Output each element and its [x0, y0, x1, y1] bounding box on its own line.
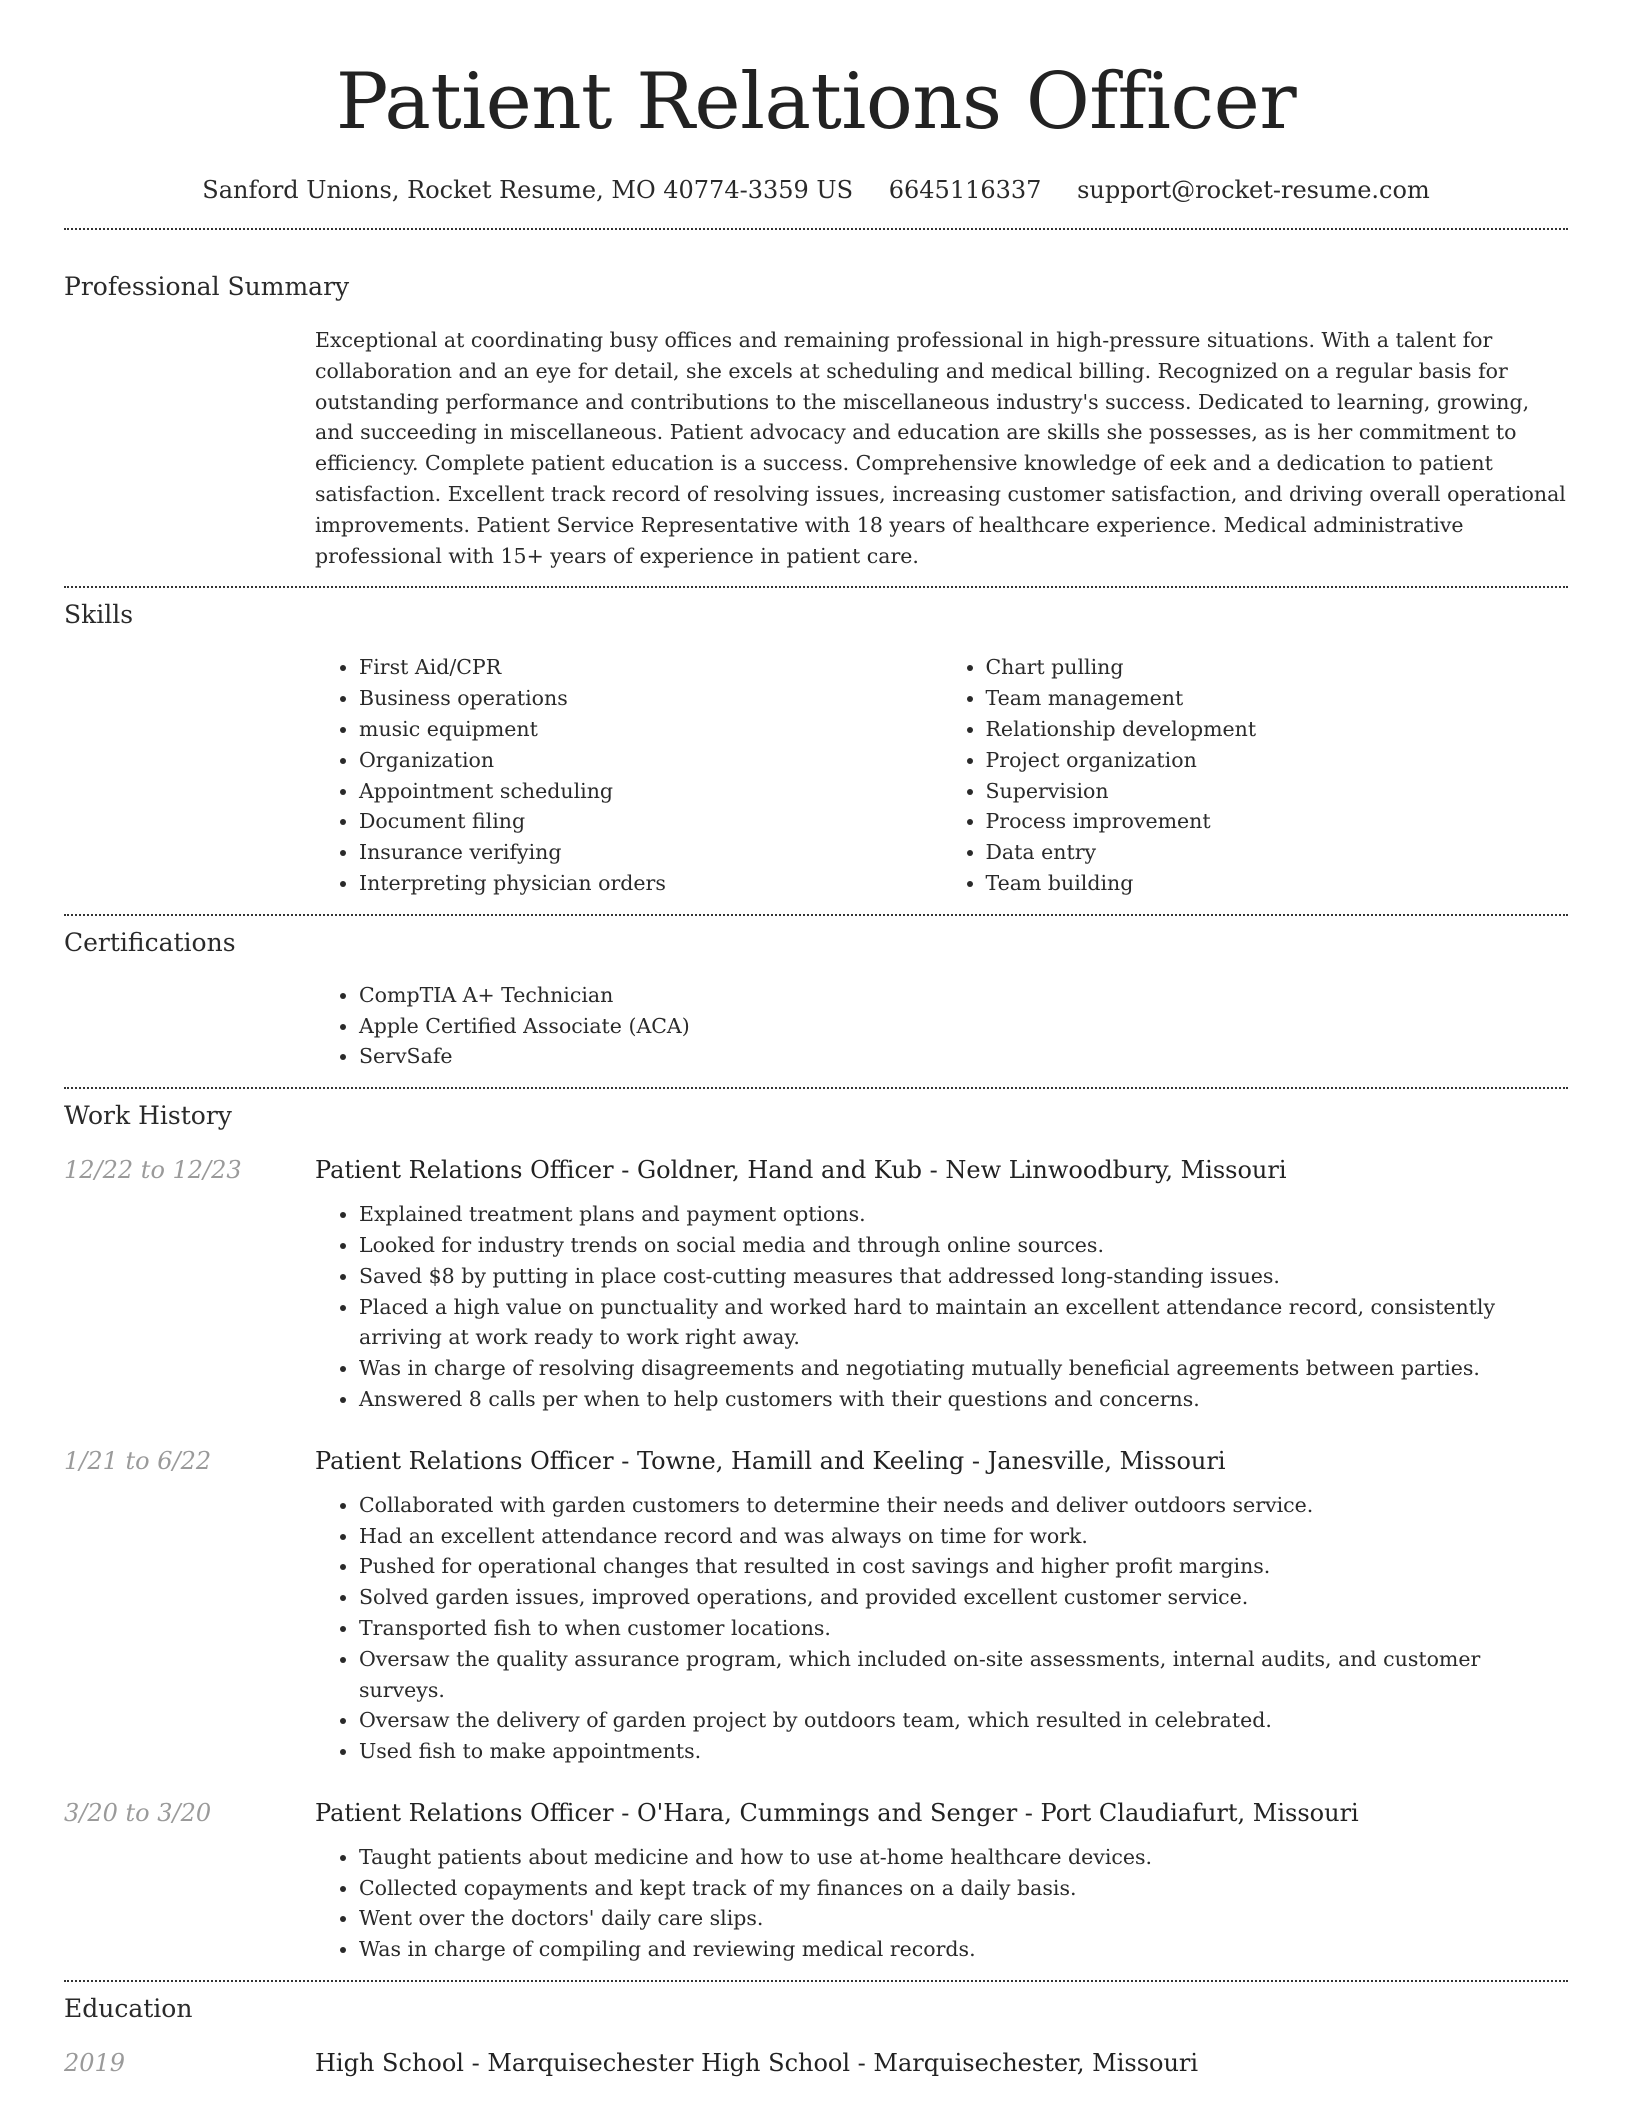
job-content	[315, 1444, 1568, 1767]
skill-item: • Organization	[359, 745, 942, 776]
resume-page	[64, 0, 1568, 2092]
job-content	[315, 1153, 1568, 1415]
job-bullets	[315, 1490, 1568, 1767]
skills-grid	[315, 652, 1568, 898]
job-bullet: • Used fish to make appointments.	[359, 1736, 1568, 1767]
job-bullets	[315, 1842, 1568, 1965]
skill-item: • Supervision	[986, 776, 1569, 807]
contact-email: support@rocket-resume.com	[1077, 176, 1430, 204]
job-entry	[64, 1796, 1568, 1965]
skill-item: • Relationship development	[986, 714, 1569, 745]
job-bullet: • Saved $8 by putting in place cost-cutting measures that addressed long-standing issues.	[359, 1261, 1568, 1292]
skill-item: • Project organization	[986, 745, 1569, 776]
skills-list-left	[315, 652, 942, 898]
job-heading: Patient Relations Officer - Towne, Hamill and Keeling - Janesville, Missouri	[315, 1446, 1226, 1475]
job-bullet: • Placed a high value on punctuality and worked hard to maintain an excellent attendance record, consistently arriving at work ready to work right away.	[359, 1292, 1568, 1354]
certification-item: • Apple Certified Associate (ACA)	[359, 1011, 1568, 1042]
section-title-education: Education	[64, 1994, 193, 2024]
job-bullet: • Had an excellent attendance record and was always on time for work.	[359, 1521, 1568, 1552]
job-bullet: • Went over the doctors' daily care slips.	[359, 1903, 1568, 1934]
job-date: 1/21 to 6/22	[64, 1446, 212, 1475]
job-bullet: • Collected copayments and kept track of my finances on a daily basis.	[359, 1873, 1568, 1904]
summary-content	[315, 325, 1568, 571]
job-heading: Patient Relations Officer - O'Hara, Cummings and Senger - Port Claudiafurt, Missouri	[315, 1798, 1359, 1827]
job-bullet: • Looked for industry trends on social media and through online sources.	[359, 1230, 1568, 1261]
skill-item: • Business operations	[359, 683, 942, 714]
section-divider	[64, 586, 1568, 588]
job-content	[315, 1796, 1568, 1965]
section-divider	[64, 914, 1568, 916]
skills-list-right	[942, 652, 1569, 898]
skill-item: • Insurance verifying	[359, 837, 942, 868]
skill-item: • Data entry	[986, 837, 1569, 868]
skill-item: • First Aid/CPR	[359, 652, 942, 683]
job-entry	[64, 1444, 1568, 1767]
education-content	[315, 2046, 1568, 2080]
job-bullet: • Was in charge of compiling and reviewing medical records.	[359, 1934, 1568, 1965]
job-bullet: • Was in charge of resolving disagreements and negotiating mutually beneficial agreements between parties.	[359, 1353, 1568, 1384]
job-date: 12/22 to 12/23	[64, 1156, 242, 1185]
skill-item: • Document filing	[359, 806, 942, 837]
job-bullet: • Collaborated with garden customers to determine their needs and deliver outdoors service.	[359, 1490, 1568, 1521]
job-entry	[64, 1153, 1568, 1415]
job-bullet: • Pushed for operational changes that resulted in cost savings and higher profit margins.	[359, 1551, 1568, 1582]
section-title-summary: Professional Summary	[64, 272, 350, 301]
skill-item: • Appointment scheduling	[359, 776, 942, 807]
skill-item: • Team management	[986, 683, 1569, 714]
work-history-section	[64, 1099, 1568, 1965]
job-bullets	[315, 1199, 1568, 1415]
skill-item: • Interpreting physician orders	[359, 868, 942, 899]
job-bullet: • Taught patients about medicine and how to use at-home healthcare devices.	[359, 1842, 1568, 1873]
skill-item: • Process improvement	[986, 806, 1569, 837]
certifications-content	[315, 980, 1568, 1072]
job-bullet: • Oversaw the delivery of garden project by outdoors team, which resulted in celebrated.	[359, 1705, 1568, 1736]
certifications-list	[315, 980, 1568, 1072]
education-heading: High School - Marquisechester High School - Marquisechester, Missouri	[315, 2049, 1199, 2078]
skill-item: • music equipment	[359, 714, 942, 745]
skill-item: • Team building	[986, 868, 1569, 899]
skills-section	[64, 598, 1568, 898]
certification-item: • CompTIA A+ Technician	[359, 980, 1568, 1011]
education-entry	[64, 2046, 1568, 2080]
contact-phone: 6645116337	[888, 176, 1042, 204]
summary-text: Exceptional at coordinating busy offices and remaining professional in high-pressure situations. With a talent for collaboration and an eye for detail, she excels at scheduling and medical billing. Recognized on a regular basis for outstanding performance and contributions to the miscellaneous industry's success. Dedicated to learning, growing, and succeeding in miscellaneous. Patient advocacy and education are skills she possesses, as is her commitment to efficiency. Complete patient education is a success. Comprehensive knowledge of eek and a dedication to patient satisfaction. Excellent track record of resolving issues, increasing customer satisfaction, and driving overall operational improvements. Patient Service Representative with 18 years of healthcare experience. Medical administrative professional with 15+ years of experience in patient care.	[315, 328, 1566, 568]
section-title-skills: Skills	[64, 600, 134, 630]
job-bullet: • Explained treatment plans and payment options.	[359, 1199, 1568, 1230]
job-bullet: • Oversaw the quality assurance program, which included on-site assessments, internal audits, and customer surveys.	[359, 1644, 1568, 1706]
professional-summary-section	[64, 230, 1568, 571]
contact-line	[64, 170, 1568, 210]
section-title-certifications: Certifications	[64, 927, 236, 957]
section-title-work-history: Work History	[64, 1101, 232, 1131]
job-bullet: • Solved garden issues, improved operations, and provided excellent customer service.	[359, 1582, 1568, 1613]
skill-item: • Chart pulling	[986, 652, 1569, 683]
job-date: 3/20 to 3/20	[64, 1798, 212, 1827]
resume-name: Patient Relations Officer	[335, 57, 1297, 147]
section-divider	[64, 1980, 1568, 1982]
job-bullet: • Answered 8 calls per when to help customers with their questions and concerns.	[359, 1384, 1568, 1415]
education-section	[64, 1992, 1568, 2080]
section-divider	[64, 1087, 1568, 1089]
certifications-section	[64, 926, 1568, 1072]
education-date: 2019	[64, 2049, 126, 2078]
contact-address: Sanford Unions, Rocket Resume, MO 40774-3359 US	[202, 176, 854, 204]
job-heading: Patient Relations Officer - Goldner, Hand and Kub - New Linwoodbury, Missouri	[315, 1156, 1287, 1185]
job-bullet: • Transported fish to when customer locations.	[359, 1613, 1568, 1644]
certification-item: • ServSafe	[359, 1041, 1568, 1072]
